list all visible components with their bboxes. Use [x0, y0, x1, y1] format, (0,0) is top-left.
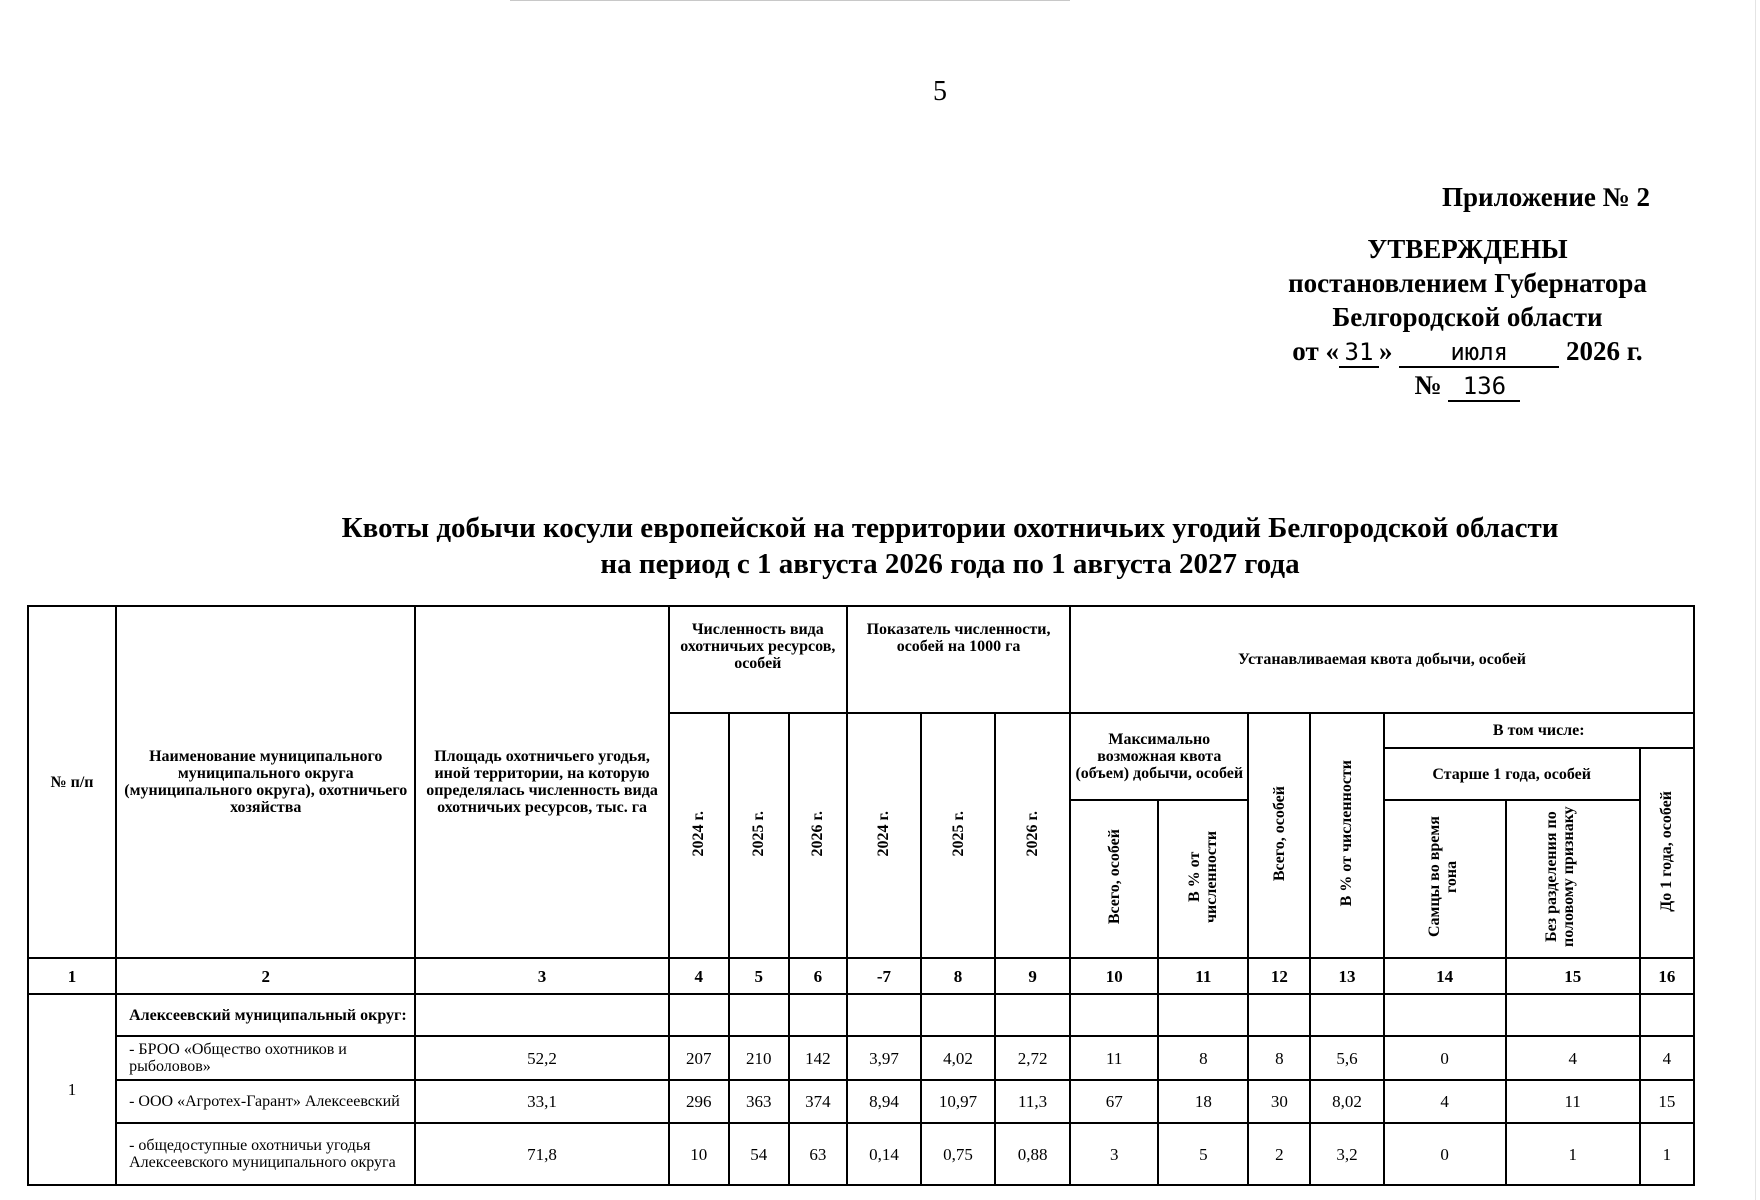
header-density: Показатель численности, особей на 1000 га: [847, 606, 1070, 713]
header-total: Всего, особей: [1248, 713, 1310, 958]
group-number: 1: [28, 994, 116, 1185]
header-older: Старше 1 года, особей: [1384, 748, 1640, 800]
col-num-8: 8: [921, 958, 995, 994]
cell-density-2025: 4,02: [921, 1036, 995, 1080]
col-num-2: 2: [116, 958, 415, 994]
column-number-row: [28, 958, 1694, 994]
cell-density-2024: 8,94: [847, 1080, 921, 1123]
header-name: Наименование муниципального муниципального округа (муниципального округа), охотничьего хозяйства: [116, 606, 415, 958]
cell-density-2024: 3,97: [847, 1036, 921, 1080]
header-density-2026: 2026 г.: [995, 713, 1070, 958]
approved-label: УТВЕРЖДЕНЫ: [1367, 234, 1568, 264]
cell-count-2024: 296: [669, 1080, 729, 1123]
header-pct-of-count: В % от численности: [1158, 800, 1248, 958]
cell-count-2026: 142: [789, 1036, 847, 1080]
cell-area: 33,1: [415, 1080, 668, 1123]
cell-max-total: 11: [1070, 1036, 1158, 1080]
header-males: Самцы во время гона: [1384, 800, 1506, 958]
cell-count-2026: 374: [789, 1080, 847, 1123]
cell-count-2025: 210: [729, 1036, 789, 1080]
header-total-ind: Всего, особей: [1070, 800, 1158, 958]
header-area: Площадь охотничьего угодья, иной территории, на которую определялась численность вида охотничьих ресурсов, тыс. га: [415, 606, 668, 958]
cell-count-2024: 207: [669, 1036, 729, 1080]
cell-density-2026: 0,88: [995, 1123, 1070, 1185]
approval-number-line: [1245, 368, 1690, 402]
group-name: Алексеевский муниципальный округ:: [116, 994, 415, 1036]
cell-max-pct: 18: [1158, 1080, 1248, 1123]
number-prefix: №: [1414, 370, 1442, 400]
cell-young: 4: [1640, 1036, 1694, 1080]
cell-area: 52,2: [415, 1036, 668, 1080]
cell-males: 0: [1384, 1036, 1506, 1080]
col-num-11: 11: [1158, 958, 1248, 994]
header-young: До 1 года, особей: [1640, 748, 1694, 958]
cell-males: 0: [1384, 1123, 1506, 1185]
approved-by-line2: Белгородской области: [1332, 302, 1603, 332]
appendix-label: Приложение № 2: [1442, 182, 1650, 212]
cell-pct: 8,02: [1310, 1080, 1383, 1123]
row-name: - ООО «Агротех-Гарант» Алексеевский: [116, 1080, 415, 1123]
header-num: № п/п: [28, 606, 116, 958]
cell-males: 4: [1384, 1080, 1506, 1123]
header-count-2025: 2025 г.: [729, 713, 789, 958]
cell-count-2024: 10: [669, 1123, 729, 1185]
number-value: 136: [1448, 372, 1520, 402]
title-line-1: Квоты добычи косули европейской на территории охотничьих угодий Белгородской области: [341, 512, 1559, 544]
header-including: В том числе:: [1384, 713, 1695, 748]
cell-count-2025: 363: [729, 1080, 789, 1123]
table-row: [28, 1080, 1694, 1123]
cell-density-2024: 0,14: [847, 1123, 921, 1185]
header-quota: Устанавливаемая квота добычи, особей: [1070, 606, 1694, 713]
col-num-14: 14: [1384, 958, 1506, 994]
approval-date-line: [1245, 334, 1690, 368]
table-row: [28, 1123, 1694, 1185]
page-number: 5: [933, 76, 947, 107]
cell-count-2026: 63: [789, 1123, 847, 1185]
cell-density-2025: 10,97: [921, 1080, 995, 1123]
cell-pct: 3,2: [1310, 1123, 1383, 1185]
document-title: [280, 510, 1620, 582]
col-num-7: -7: [847, 958, 921, 994]
quota-table: [27, 605, 1695, 1186]
date-day: 31: [1339, 338, 1379, 368]
row-name: - БРОО «Общество охотников и рыболовов»: [116, 1036, 415, 1080]
col-num-5: 5: [729, 958, 789, 994]
group-row: [28, 994, 1694, 1036]
scan-artifact-line: [510, 0, 1070, 1]
col-num-13: 13: [1310, 958, 1383, 994]
date-mid: »: [1378, 336, 1393, 366]
table-row: [28, 1036, 1694, 1080]
header-no-sex: Без разделения по половому признаку: [1506, 800, 1640, 958]
cell-young: 1: [1640, 1123, 1694, 1185]
scan-edge-line: [1755, 0, 1756, 1200]
col-num-9: 9: [995, 958, 1070, 994]
cell-total: 2: [1248, 1123, 1310, 1185]
header-count-2026: 2026 г.: [789, 713, 847, 958]
date-year: 2026 г.: [1565, 336, 1643, 366]
header-count: Численность вида охотничьих ресурсов, особей: [669, 606, 847, 713]
title-line-2: на период с 1 августа 2026 года по 1 августа 2027 года: [600, 548, 1300, 580]
cell-max-total: 67: [1070, 1080, 1158, 1123]
header-count-2024: 2024 г.: [669, 713, 729, 958]
date-prefix: от «: [1292, 336, 1339, 366]
col-num-4: 4: [669, 958, 729, 994]
col-num-3: 3: [415, 958, 668, 994]
cell-max-pct: 8: [1158, 1036, 1248, 1080]
cell-density-2026: 2,72: [995, 1036, 1070, 1080]
approved-by-line1: постановлением Губернатора: [1288, 268, 1647, 298]
cell-max-total: 3: [1070, 1123, 1158, 1185]
cell-no-sex: 11: [1506, 1080, 1640, 1123]
cell-density-2026: 11,3: [995, 1080, 1070, 1123]
col-num-15: 15: [1506, 958, 1640, 994]
approval-block: [1245, 180, 1690, 402]
header-density-2024: 2024 г.: [847, 713, 921, 958]
date-month: июля: [1399, 338, 1559, 368]
header-density-2025: 2025 г.: [921, 713, 995, 958]
col-num-16: 16: [1640, 958, 1694, 994]
cell-total: 8: [1248, 1036, 1310, 1080]
cell-total: 30: [1248, 1080, 1310, 1123]
col-num-12: 12: [1248, 958, 1310, 994]
row-name: - общедоступные охотничьи угодья Алексеевского муниципального округа: [116, 1123, 415, 1185]
cell-no-sex: 1: [1506, 1123, 1640, 1185]
header-max-quota: Максимально возможная квота (объем) добычи, особей: [1070, 713, 1248, 800]
cell-pct: 5,6: [1310, 1036, 1383, 1080]
header-pct: В % от численности: [1310, 713, 1383, 958]
col-num-1: 1: [28, 958, 116, 994]
cell-count-2025: 54: [729, 1123, 789, 1185]
cell-no-sex: 4: [1506, 1036, 1640, 1080]
col-num-6: 6: [789, 958, 847, 994]
cell-area: 71,8: [415, 1123, 668, 1185]
cell-young: 15: [1640, 1080, 1694, 1123]
cell-max-pct: 5: [1158, 1123, 1248, 1185]
col-num-10: 10: [1070, 958, 1158, 994]
cell-density-2025: 0,75: [921, 1123, 995, 1185]
